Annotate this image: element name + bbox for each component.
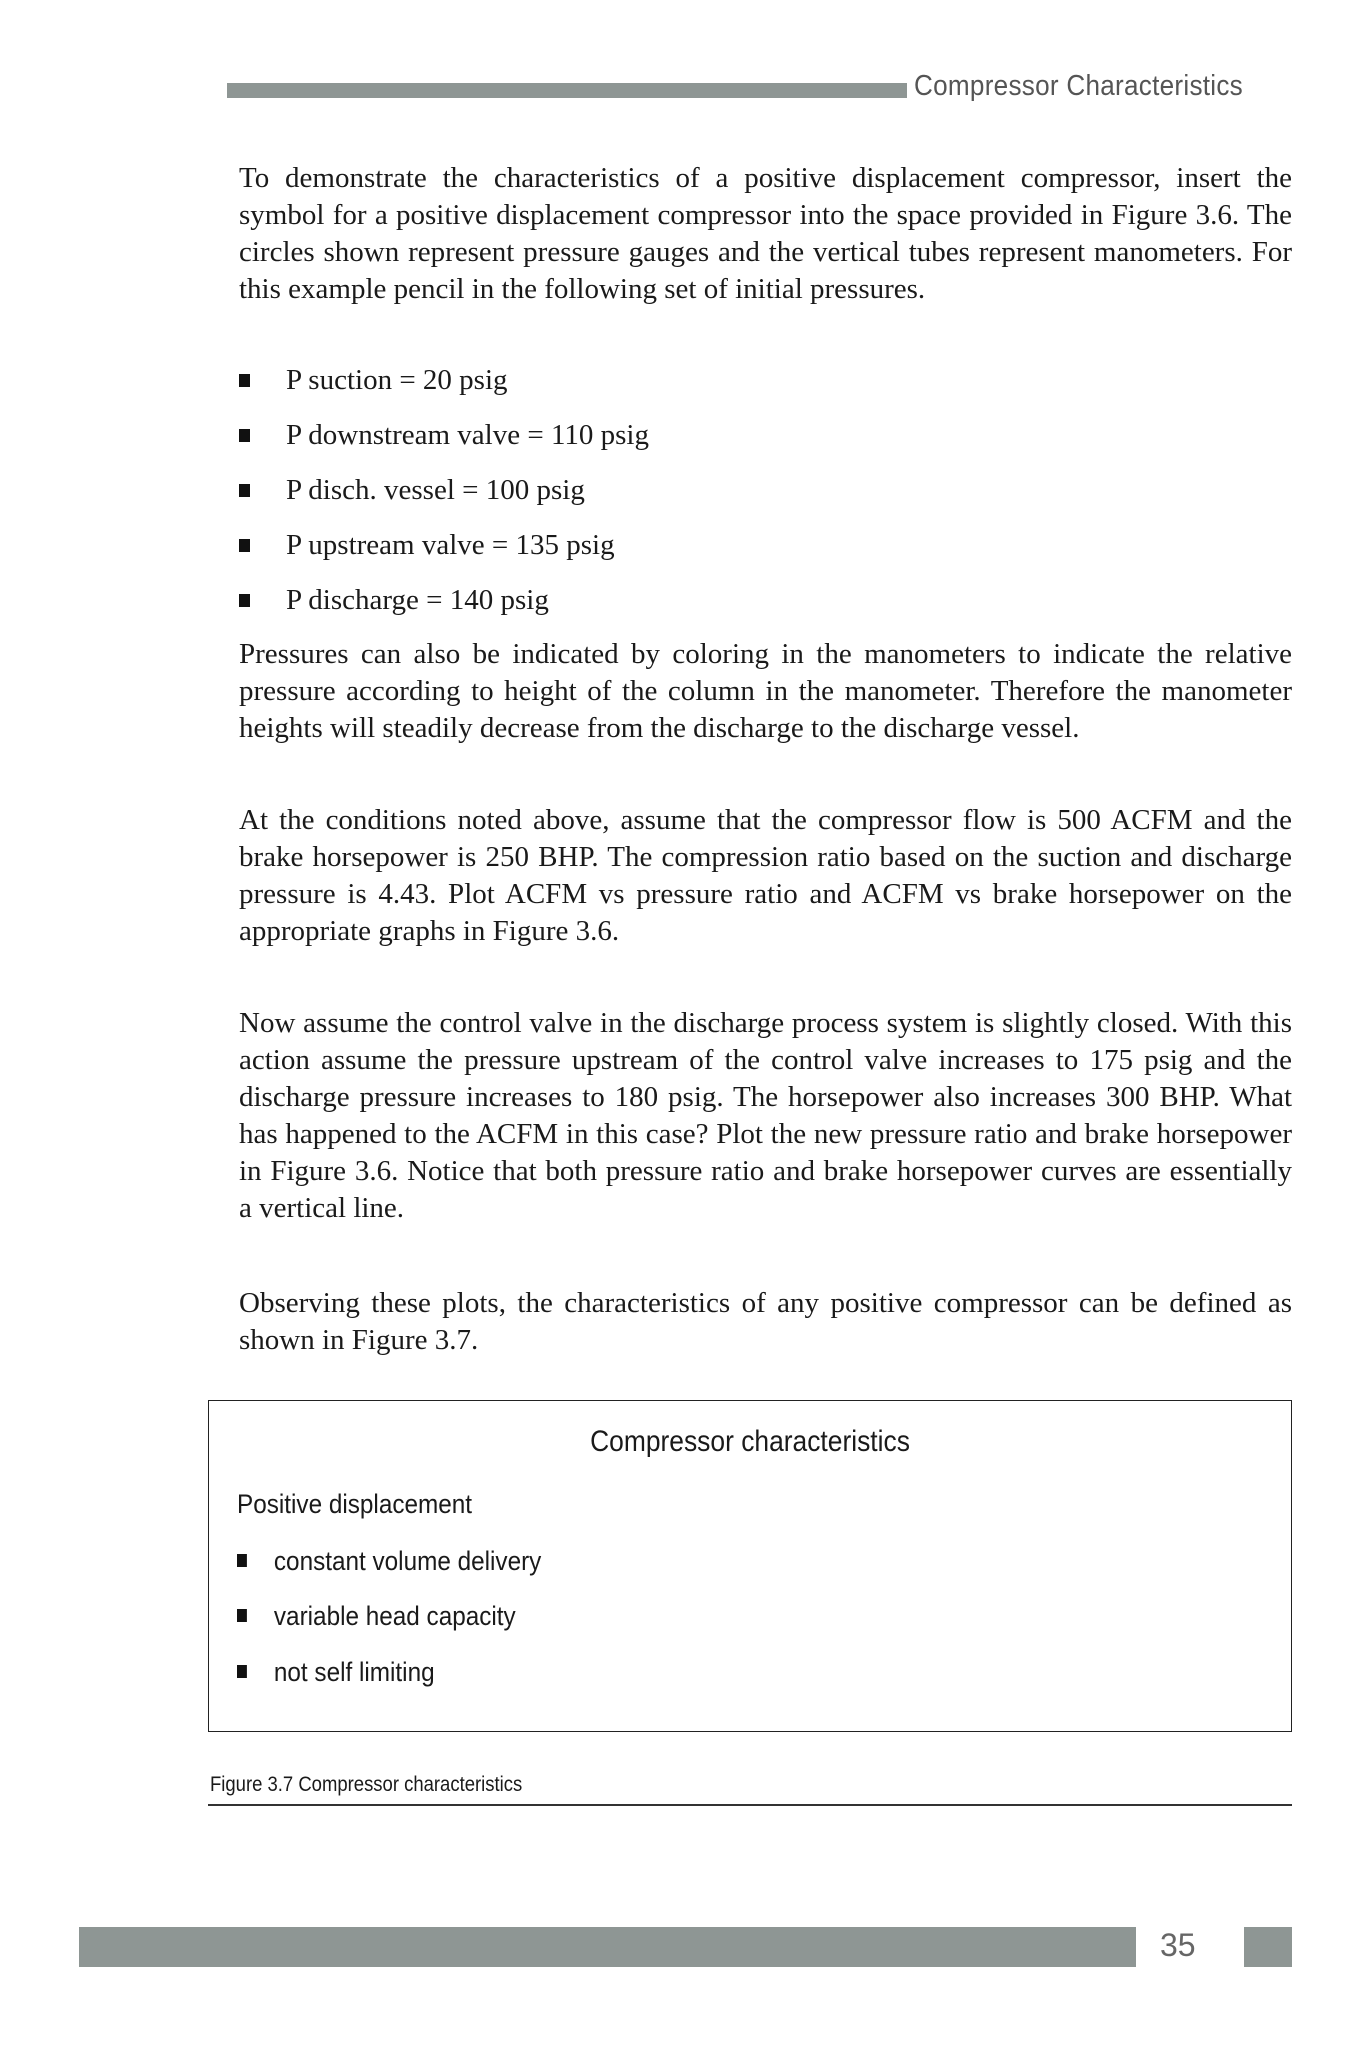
figure-title: Compressor characteristics xyxy=(590,1425,910,1458)
list-item-text: P disch. vessel = 100 psig xyxy=(286,474,585,506)
figure-caption: Figure 3.7 Compressor characteristics xyxy=(210,1773,523,1796)
list-item xyxy=(239,472,585,509)
bullet-icon xyxy=(237,1609,247,1622)
list-item-text: P downstream valve = 110 psig xyxy=(286,419,649,451)
footer-bar xyxy=(79,1927,1136,1967)
bullet-icon xyxy=(239,594,250,607)
list-item xyxy=(237,1601,516,1632)
paragraph-observing: Observing these plots, the characteristics of any positive compressor can be defined as shown in Figure 3.7. xyxy=(239,1287,1292,1356)
caption-rule xyxy=(208,1804,1292,1806)
page-number: 35 xyxy=(1160,1927,1196,1963)
list-item-text: not self limiting xyxy=(273,1657,435,1687)
list-item-text: constant volume delivery xyxy=(273,1546,542,1576)
list-item-text: P suction = 20 psig xyxy=(286,364,508,396)
paragraph-conditions: At the conditions noted above, assume that the compressor flow is 500 ACFM and the brake horsepower is 250 BHP. The compression ratio based on the suction and discharge pressure is 4.43. Plot ACFM vs pressure ratio and ACFM vs brake horsepower on the appropriate graphs in Figure 3.6. xyxy=(239,804,1292,947)
list-item-text: variable head capacity xyxy=(273,1601,516,1631)
paragraph-control-valve: Now assume the control valve in the discharge process system is slightly closed. With this action assume the pressure upstream of the control valve increases to 175 psig and the discharge pressure increases to 180 psig. The horsepower also increases 300 BHP. What has happened to the ACFM in this case? Plot the new pressure ratio and brake horsepower in Figure 3.6. Notice that both pressure ratio and brake horsepower curves are essentially a vertical line. xyxy=(239,1007,1292,1224)
footer-square xyxy=(1244,1927,1292,1967)
bullet-icon xyxy=(239,429,250,442)
figure-box xyxy=(208,1400,1292,1732)
bullet-icon xyxy=(237,1665,247,1678)
list-item-text: P discharge = 140 psig xyxy=(286,584,549,616)
list-item xyxy=(239,362,508,399)
list-item xyxy=(239,527,615,564)
paragraph-manometers: Pressures can also be indicated by coloring in the manometers to indicate the relative pressure according to height of the column in the manometer. Therefore the manometer heights will steadily decrease from the discharge to the discharge vessel. xyxy=(239,638,1292,744)
figure-subtitle: Positive displacement xyxy=(237,1489,473,1519)
list-item-text: P upstream valve = 135 psig xyxy=(286,529,615,561)
list-item xyxy=(239,417,649,454)
bullet-icon xyxy=(237,1554,247,1567)
paragraph-intro: To demonstrate the characteristics of a positive displacement compressor, insert the symbol for a positive displacement compressor into the space provided in Figure 3.6. The circles shown represent pressure gauges and the vertical tubes represent manometers. For this example pencil in the following set of initial pressures. xyxy=(239,162,1292,305)
bullet-icon xyxy=(239,539,250,552)
list-item xyxy=(237,1546,541,1577)
bullet-icon xyxy=(239,374,250,387)
header-bar xyxy=(227,83,907,98)
list-item xyxy=(239,582,549,619)
bullet-icon xyxy=(239,484,250,497)
list-item xyxy=(237,1657,435,1688)
running-title: Compressor Characteristics xyxy=(914,70,1244,102)
